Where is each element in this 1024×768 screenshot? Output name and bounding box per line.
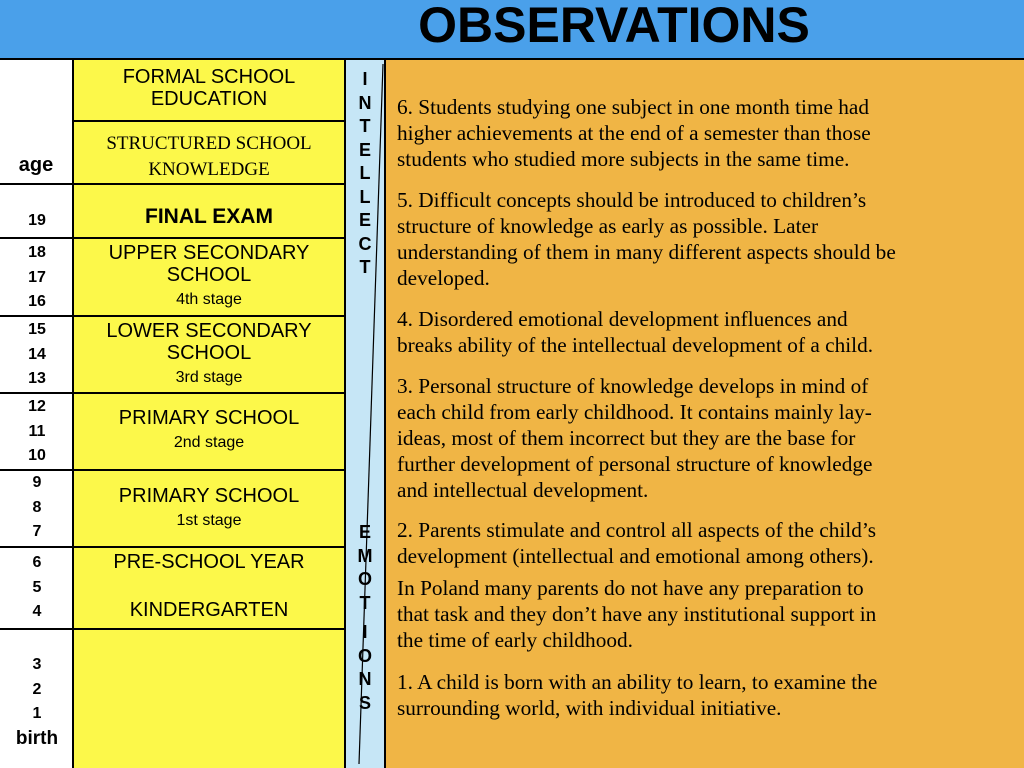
observation-poland [397, 575, 1024, 653]
letter: E [358, 210, 371, 230]
letter: N [358, 92, 372, 113]
age-cell-primary1 [0, 471, 74, 548]
letter: T [359, 257, 371, 277]
age-cell-upper [0, 239, 74, 317]
age-number: 12 [28, 398, 46, 415]
stage-name: PRIMARY SCHOOL [118, 407, 300, 429]
age-number: 19 [28, 212, 46, 229]
age-number: 2 [32, 680, 42, 698]
age-cell-lower [0, 317, 74, 394]
age-header-cell [0, 60, 74, 185]
text-line: 4. Disordered emotional development influences and [397, 307, 848, 331]
text-line: 3. Personal structure of knowledge develops in mind of [397, 374, 869, 398]
text-line: further development of personal structure of knowledge [397, 452, 873, 476]
text-line: the time of early childhood. [397, 628, 633, 652]
stage-name: PRIMARY SCHOOL [118, 485, 300, 507]
age-number: 17 [28, 268, 46, 286]
age-number: 14 [28, 345, 46, 363]
age-number: 13 [28, 370, 46, 387]
text-line: developed. [397, 266, 490, 290]
letter: L [359, 163, 371, 183]
early-childhood-cell [74, 630, 344, 768]
emotions-label [346, 521, 384, 715]
letter: T [359, 592, 371, 613]
stage-text: STRUCTURED SCHOOL [106, 133, 312, 154]
stage-name: KINDERGARTEN [129, 599, 289, 621]
final-exam-label: FINAL EXAM [145, 205, 273, 228]
age-number: 1 [32, 705, 42, 722]
stage-text: FORMAL SCHOOL [122, 66, 296, 88]
age-number: 18 [28, 244, 46, 261]
age-column [0, 60, 74, 768]
upper-secondary-cell [74, 239, 344, 317]
letter: E [358, 139, 371, 160]
text-line: ideas, most of them incorrect but they are the base for [397, 426, 856, 450]
age-label: age [18, 154, 54, 176]
observation-6 [397, 94, 1024, 172]
age-number: 15 [28, 321, 46, 338]
text-line: and intellectual development. [397, 478, 649, 502]
observation-4 [397, 306, 1024, 358]
stage-name: LOWER SECONDARY [106, 320, 312, 342]
text-line: 2. Parents stimulate and control all aspects of the child’s [397, 518, 877, 542]
text-line: higher achievements at the end of a semester than those [397, 121, 871, 145]
age-number: 10 [28, 447, 46, 464]
structured-knowledge-cell [74, 122, 344, 185]
observation-1 [397, 669, 1024, 721]
letter: N [358, 669, 372, 689]
text-line: 1. A child is born with an ability to learn, to examine the [397, 670, 878, 694]
letter: E [358, 522, 371, 542]
text-line: understanding of them in many different aspects should be [397, 240, 896, 264]
text-line: structure of knowledge as early as possible. Later [397, 214, 819, 238]
age-cell-preschool [0, 548, 74, 630]
age-number: 5 [32, 578, 42, 596]
text-line: development (intellectual and emotional among others). [397, 544, 874, 568]
text-line: 6. Students studying one subject in one month time had [397, 95, 870, 119]
stage-number: 1st stage [176, 512, 242, 529]
letter: T [359, 116, 371, 136]
stage-name: PRE-SCHOOL YEAR [113, 551, 305, 573]
age-number: 9 [32, 474, 42, 491]
intellect-label [346, 68, 384, 280]
age-number: 3 [32, 656, 42, 673]
letter: I [362, 69, 368, 89]
text-line: each child from early childhood. It contains mainly lay- [397, 400, 872, 424]
age-cell-19 [0, 185, 74, 239]
letter: M [357, 545, 373, 566]
stage-number: 2nd stage [173, 434, 245, 451]
observation-5 [397, 187, 1024, 291]
letter: S [358, 692, 371, 713]
stage-number: 4th stage [176, 291, 242, 308]
stage-text: EDUCATION [150, 88, 268, 110]
letter: O [357, 569, 372, 589]
text-line: surrounding world, with individual initiative. [397, 696, 782, 720]
age-number: 8 [32, 498, 42, 516]
age-cell-early [0, 630, 74, 768]
text-line: 5. Difficult concepts should be introduced to children’s [397, 188, 867, 212]
primary-school-1st-cell [74, 471, 344, 548]
primary-school-2nd-cell [74, 394, 344, 471]
letter: O [357, 645, 372, 666]
age-number: 11 [28, 422, 46, 440]
stage-name: UPPER SECONDARY [108, 242, 310, 264]
age-number: 4 [32, 603, 42, 620]
age-number: 16 [28, 293, 46, 310]
observation-3 [397, 373, 1024, 503]
age-number: 6 [32, 554, 42, 571]
observation-2 [397, 517, 1024, 569]
letter: L [359, 186, 371, 207]
stage-column [74, 60, 346, 768]
preschool-cell [74, 548, 344, 630]
formal-school-education-cell [74, 60, 344, 122]
lower-secondary-cell [74, 317, 344, 394]
letter: C [358, 233, 372, 254]
text-line: students who studied more subjects in the same time. [397, 147, 850, 171]
text-line: In Poland many parents do not have any preparation to [397, 576, 864, 600]
observations-panel [386, 60, 1024, 768]
header-bar [0, 0, 1024, 60]
age-cell-primary2 [0, 394, 74, 471]
text-line: that task and they don’t have any institutional support in [397, 602, 877, 626]
stage-name: SCHOOL [166, 342, 252, 364]
stage-number: 3rd stage [175, 369, 243, 386]
letter: I [362, 622, 368, 642]
text-line: breaks ability of the intellectual development of a child. [397, 333, 874, 357]
intellect-emotions-column [346, 60, 386, 768]
stage-name: SCHOOL [166, 264, 252, 286]
page-title: OBSERVATIONS [418, 0, 810, 53]
final-exam-cell [74, 185, 344, 239]
age-number: 7 [32, 523, 42, 540]
age-birth: birth [15, 727, 59, 749]
stage-text: KNOWLEDGE [148, 159, 270, 180]
